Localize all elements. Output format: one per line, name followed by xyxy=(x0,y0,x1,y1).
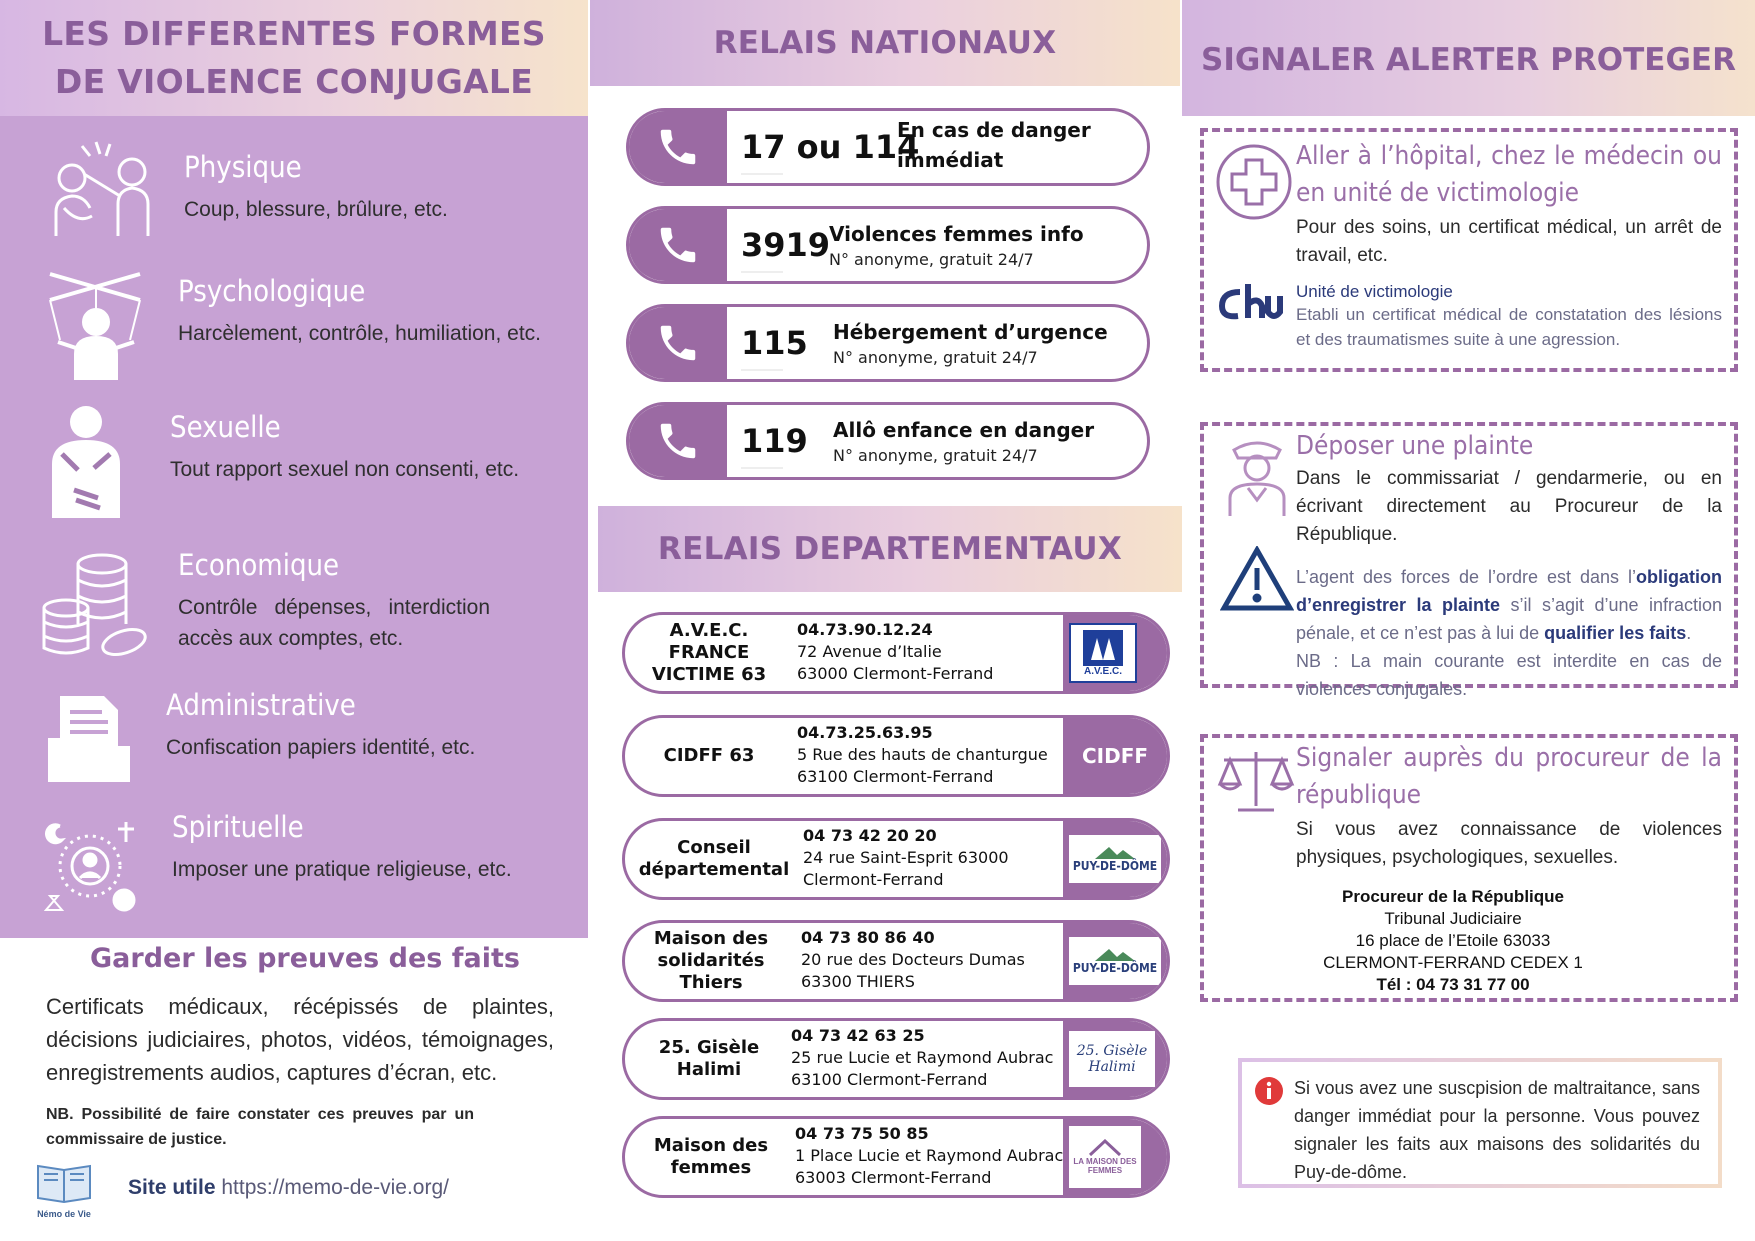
fight-icon xyxy=(44,138,156,238)
org-address-1: 20 rue des Docteurs Dumas xyxy=(801,950,1025,969)
org-name: A.V.E.C. FRANCE VICTIME 63 xyxy=(651,620,767,685)
warning-part-2: s’il s’agit d’une infraction pénale, et ce n’est pas à lui de xyxy=(1296,595,1723,643)
departmental-item[interactable] xyxy=(622,920,1170,1002)
phone-cap xyxy=(629,111,727,183)
logo-cap xyxy=(1063,1119,1167,1195)
chu-logo xyxy=(1218,282,1284,327)
proof-text: Certificats médicaux, récépissés de plaintes, décisions judiciaires, photos, vidéos, témoignages, enregistrements audios, captures d’écran, etc. xyxy=(46,994,554,1085)
national-number: 115 xyxy=(741,324,808,362)
medical-cross-icon xyxy=(1214,142,1294,222)
logo-cap xyxy=(1063,718,1167,794)
org-address-1: 25 rue Lucie et Raymond Aubrac xyxy=(791,1048,1054,1067)
site-link[interactable]: https://memo-de-vie.org/ xyxy=(221,1176,449,1199)
national-item-subtitle: N° anonyme, gratuit 24/7 xyxy=(833,348,1038,367)
national-item-title: Hébergement d’urgence xyxy=(833,320,1108,344)
useful-site xyxy=(128,1176,449,1200)
org-phone: 04 73 42 63 25 xyxy=(791,1026,925,1045)
type-spirituelle xyxy=(172,810,512,885)
puppet-icon xyxy=(40,270,152,380)
gisele-halimi-logo xyxy=(1069,1031,1155,1087)
org-phone: 04.73.25.63.95 xyxy=(797,723,933,742)
phone-icon xyxy=(655,418,701,464)
org-address-2: 63300 THIERS xyxy=(801,972,915,991)
national-title-text xyxy=(833,415,1094,467)
scales-icon xyxy=(1083,630,1123,666)
mountain-icon xyxy=(1095,845,1135,859)
type-name: Economique xyxy=(178,548,340,582)
org-name: CIDFF 63 xyxy=(663,745,755,766)
national-item-subtitle: N° anonyme, gratuit 24/7 xyxy=(833,446,1038,465)
logo-cap xyxy=(1063,615,1167,691)
complaint-title: Déposer une plainte xyxy=(1296,431,1534,461)
warning-icon xyxy=(1220,546,1294,612)
national-item[interactable] xyxy=(626,206,1150,284)
divider xyxy=(741,271,783,273)
assault-icon xyxy=(46,404,134,518)
org-address-2: 63000 Clermont-Ferrand xyxy=(797,664,994,683)
org-phone: 04 73 42 20 20 xyxy=(803,826,937,845)
org-address-1: 72 Avenue d’Italie xyxy=(797,642,942,661)
phone-icon xyxy=(655,222,701,268)
type-name: Physique xyxy=(184,150,302,184)
violence-forms-panel xyxy=(0,116,588,938)
info-icon xyxy=(1254,1076,1284,1106)
logo-cap xyxy=(1063,923,1167,999)
type-desc: Contrôle dépenses, interdiction accès aux comptes, etc. xyxy=(178,596,490,650)
complaint-text: Dans le commissariat / gendarmerie, ou en écrivant directement au Procureur de la République. xyxy=(1296,468,1722,545)
org-info xyxy=(797,619,993,685)
documents-icon xyxy=(46,690,132,782)
hospital-text: Pour des soins, un certificat médical, un arrêt de travail, etc. xyxy=(1296,217,1722,266)
info-box xyxy=(1238,1058,1722,1188)
procureur-text: Si vous avez connaissance de violences physiques, psychologiques, sexuelles. xyxy=(1296,819,1722,868)
unit-title: Unité de victimologie xyxy=(1296,282,1453,301)
addr-line-2: 16 place de l’Etoile 63033 xyxy=(1355,931,1551,950)
type-economique xyxy=(178,548,490,654)
org-info xyxy=(795,1123,1063,1189)
national-item-title: En cas de danger immédiat xyxy=(897,118,1091,172)
org-address-1: 1 Place Lucie et Raymond Aubrac xyxy=(795,1146,1064,1165)
org-info xyxy=(801,927,1025,993)
type-name: Psychologique xyxy=(178,274,366,308)
departmental-item[interactable] xyxy=(622,1116,1170,1198)
org-address-2: 63100 Clermont-Ferrand xyxy=(791,1070,988,1089)
addr-name: Procureur de la République xyxy=(1342,887,1564,906)
divider xyxy=(741,467,783,469)
complaint-warning xyxy=(1296,563,1722,647)
org-address-1: 5 Rue des hauts de chanturgue xyxy=(797,745,1048,764)
coins-icon xyxy=(40,552,150,660)
national-number: 119 xyxy=(741,422,808,460)
org-info xyxy=(797,722,1048,788)
departmental-title: RELAIS DEPARTEMENTAUX xyxy=(598,506,1182,592)
type-physique xyxy=(184,150,448,225)
logo-cap xyxy=(1063,1021,1167,1097)
national-title: RELAIS NATIONAUX xyxy=(590,0,1180,86)
hospital-box xyxy=(1200,128,1738,372)
hospital-title: Aller à l’hôpital, chez le médecin ou en unité de victimologie xyxy=(1296,141,1722,208)
divider xyxy=(741,173,783,175)
phone-cap xyxy=(629,209,727,281)
org-phone: 04.73.90.12.24 xyxy=(797,620,933,639)
procureur-address xyxy=(1264,886,1642,996)
phone-cap xyxy=(629,405,727,477)
type-desc: Imposer une pratique religieuse, etc. xyxy=(172,858,512,881)
religion-icon xyxy=(44,820,136,912)
header-line-1: LES DIFFERENTES FORMES xyxy=(42,14,546,53)
site-label: Site utile xyxy=(128,1176,216,1199)
national-item-subtitle: N° anonyme, gratuit 24/7 xyxy=(829,250,1034,269)
puy-de-dome-logo xyxy=(1069,835,1161,883)
type-name: Sexuelle xyxy=(170,410,281,444)
type-desc: Confiscation papiers identité, etc. xyxy=(166,736,476,759)
national-title-text xyxy=(897,115,1137,175)
avec-logo xyxy=(1069,623,1137,683)
warning-bold-2: qualifier les faits xyxy=(1544,623,1687,643)
org-phone: 04 73 80 86 40 xyxy=(801,928,935,947)
cidff-logo: CIDFF xyxy=(1081,744,1149,768)
type-psychologique xyxy=(178,274,541,349)
national-title-text xyxy=(833,317,1108,369)
procureur-title: Signaler auprès du procureur de la république xyxy=(1296,743,1722,810)
org-address-1: 24 rue Saint-Esprit 63000 xyxy=(803,848,1009,867)
addr-line-1: Tribunal Judiciaire xyxy=(1384,909,1522,928)
logo-text: PUY-DE-DÔME xyxy=(1072,859,1158,873)
memo-caption: Némo de Vie xyxy=(37,1209,91,1219)
procureur-box xyxy=(1200,734,1738,1002)
header-line-2: DE VIOLENCE CONJUGALE xyxy=(54,62,534,101)
national-item-title: Violences femmes info xyxy=(829,222,1084,246)
maison-des-femmes-logo xyxy=(1069,1126,1141,1188)
scales-of-justice-icon xyxy=(1216,746,1296,812)
hospital-content xyxy=(1296,138,1722,352)
national-title-text xyxy=(829,219,1084,271)
mountain-icon xyxy=(1095,947,1135,961)
book-icon xyxy=(34,1160,94,1204)
memo-de-vie-logo xyxy=(34,1160,94,1219)
org-name: Maison des solidarités Thiers xyxy=(653,928,769,993)
org-address-2: Clermont-Ferrand xyxy=(803,870,944,889)
type-name: Spirituelle xyxy=(172,810,304,844)
logo-text: A.V.E.C. xyxy=(1084,665,1122,677)
logo-text: LA MAISON DES FEMMES xyxy=(1073,1157,1137,1175)
type-name: Administrative xyxy=(166,688,356,722)
type-sexuelle xyxy=(170,410,519,485)
violence-forms-header xyxy=(0,0,588,116)
proof-nb: NB. Possibilité de faire constater ces preuves par un commissaire de justice. xyxy=(46,1106,474,1148)
logo-text: PUY-DE-DÔME xyxy=(1072,961,1158,975)
national-item[interactable] xyxy=(626,304,1150,382)
national-item[interactable] xyxy=(626,402,1150,480)
departmental-item[interactable] xyxy=(622,1018,1170,1100)
warning-part-1: L’agent des forces de l’ordre est dans l’ xyxy=(1296,567,1637,587)
addr-tel: Tél : 04 73 31 77 00 xyxy=(1376,975,1530,994)
proof-title: Garder les preuves des faits xyxy=(90,943,520,974)
type-administrative xyxy=(166,688,475,763)
org-info xyxy=(803,825,1009,891)
logo-cap xyxy=(1063,821,1167,897)
national-item[interactable] xyxy=(626,108,1150,186)
unit-text: Etabli un certificat médical de constatation des lésions et des traumatismes suite à une agression. xyxy=(1296,305,1722,349)
phone-icon xyxy=(655,320,701,366)
complaint-content xyxy=(1296,428,1722,703)
house-icon xyxy=(1088,1139,1122,1157)
puy-de-dome-logo xyxy=(1069,937,1161,985)
divider xyxy=(741,369,783,371)
org-address-2: 63003 Clermont-Ferrand xyxy=(795,1168,992,1187)
right-title: SIGNALER ALERTER PROTEGER xyxy=(1182,0,1755,116)
org-address-2: 63100 Clermont-Ferrand xyxy=(797,767,994,786)
departmental-item[interactable] xyxy=(622,715,1170,797)
org-name: Conseil départemental xyxy=(638,837,790,880)
type-desc: Tout rapport sexuel non consenti, etc. xyxy=(170,458,520,481)
departmental-item[interactable] xyxy=(622,612,1170,694)
complaint-box xyxy=(1200,422,1738,699)
info-text: Si vous avez une suscpision de maltraitance, sans danger immédiat pour la personne. Vous pouvez signaler les faits aux maisons des solidarités du Puy-de-dôme. xyxy=(1294,1078,1700,1182)
type-desc: Coup, blessure, brûlure, etc. xyxy=(184,198,448,221)
warning-bold-1: obligation d’enregistrer la plainte xyxy=(1296,567,1722,615)
police-officer-icon xyxy=(1226,436,1288,516)
org-name: 25. Gisèle Halimi xyxy=(658,1037,760,1080)
type-desc: Harcèlement, contrôle, humiliation, etc. xyxy=(178,322,541,345)
org-name: Maison des femmes xyxy=(653,1135,769,1178)
departmental-item[interactable] xyxy=(622,818,1170,900)
complaint-nb: NB : La main courante est interdite en cas de violences conjugales. xyxy=(1296,651,1722,699)
warning-part-3: . xyxy=(1686,623,1692,643)
national-number: 17 ou 114 xyxy=(741,128,920,166)
addr-line-3: CLERMONT-FERRAND CEDEX 1 xyxy=(1323,953,1583,972)
procureur-content xyxy=(1296,740,1722,872)
org-info xyxy=(791,1025,1053,1091)
national-number: 3919 xyxy=(741,226,831,264)
logo-text: 25. Gisèle Halimi xyxy=(1076,1043,1148,1075)
phone-cap xyxy=(629,307,727,379)
chu-logo-mark xyxy=(1218,282,1284,322)
org-phone: 04 73 75 50 85 xyxy=(795,1124,929,1143)
national-item-title: Allô enfance en danger xyxy=(833,418,1095,442)
phone-icon xyxy=(655,124,701,170)
